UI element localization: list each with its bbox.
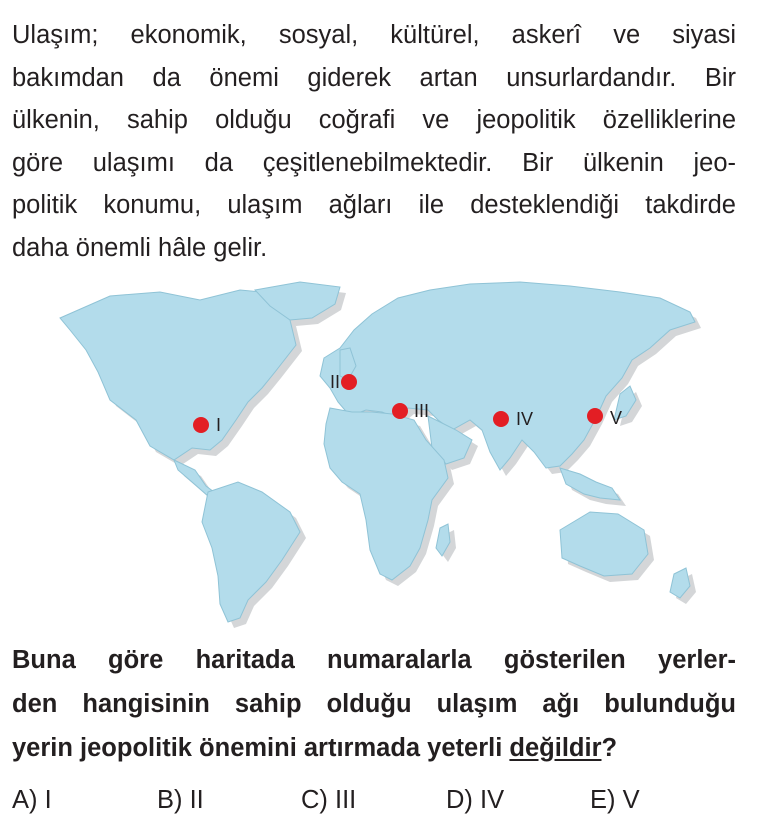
marker-dot-iii bbox=[392, 403, 408, 419]
marker-dot-v bbox=[587, 408, 603, 424]
intro-paragraph bbox=[12, 14, 736, 269]
continents bbox=[60, 282, 695, 622]
intro-line-2: bakımdan da önemi giderek artan unsurlardandır. Bir bbox=[12, 63, 736, 92]
marker-label-ii: II bbox=[329, 372, 340, 392]
intro-line-6: daha önemli hâle gelir. bbox=[12, 233, 268, 262]
answer-options bbox=[0, 786, 757, 826]
australia bbox=[560, 512, 648, 576]
world-map bbox=[0, 265, 757, 640]
africa bbox=[324, 408, 448, 580]
option-d-text: IV bbox=[480, 786, 505, 814]
marker-label-i: I bbox=[216, 415, 222, 435]
option-a-letter: A) bbox=[12, 786, 38, 814]
option-e[interactable] bbox=[590, 786, 640, 815]
option-d[interactable] bbox=[446, 786, 504, 815]
question-line-3-start: yerin jeopolitik önemini artırmada yeterli bbox=[12, 734, 510, 762]
option-b[interactable] bbox=[157, 786, 204, 815]
option-b-text: II bbox=[189, 786, 204, 814]
central-america bbox=[174, 460, 214, 496]
marker-dot-iv bbox=[493, 411, 509, 427]
option-e-letter: E) bbox=[590, 786, 616, 814]
option-e-text: V bbox=[622, 786, 640, 814]
option-c-text: III bbox=[335, 786, 357, 814]
marker-label-v: V bbox=[610, 408, 623, 428]
option-a-text: I bbox=[44, 786, 52, 814]
option-a[interactable] bbox=[12, 786, 52, 815]
intro-line-3: ülkenin, sahip olduğu coğrafi ve jeopolitik özelliklerine bbox=[12, 106, 736, 134]
question-line-3 bbox=[12, 726, 736, 770]
question-end: ? bbox=[601, 734, 618, 762]
marker-dot-i bbox=[193, 417, 209, 433]
question-line-2: den hangisinin sahip olduğu ulaşım ağı bulunduğu bbox=[12, 690, 736, 718]
option-d-letter: D) bbox=[446, 786, 473, 814]
option-c-letter: C) bbox=[301, 786, 328, 814]
marker-label-iii: III bbox=[414, 401, 430, 421]
option-c[interactable] bbox=[301, 786, 356, 815]
north-america bbox=[60, 290, 296, 460]
marker-label-iv: IV bbox=[516, 409, 534, 429]
question-line-1: Buna göre haritada numaralarla gösterilen yerler- bbox=[12, 646, 736, 674]
southeast-asia bbox=[560, 468, 620, 500]
question-text bbox=[12, 638, 736, 770]
option-b-letter: B) bbox=[157, 786, 183, 814]
intro-line-5: politik konumu, ulaşım ağları ile desteklendiği takdirde bbox=[12, 191, 736, 219]
intro-line-4: göre ulaşımı da çeşitlenebilmektedir. Bir ülkenin jeo- bbox=[12, 148, 736, 177]
question-emphasis: değildir bbox=[509, 734, 602, 762]
intro-line-1: Ulaşım; ekonomik, sosyal, kültürel, askerî ve siyasi bbox=[12, 21, 736, 49]
marker-dot-ii bbox=[341, 374, 357, 390]
